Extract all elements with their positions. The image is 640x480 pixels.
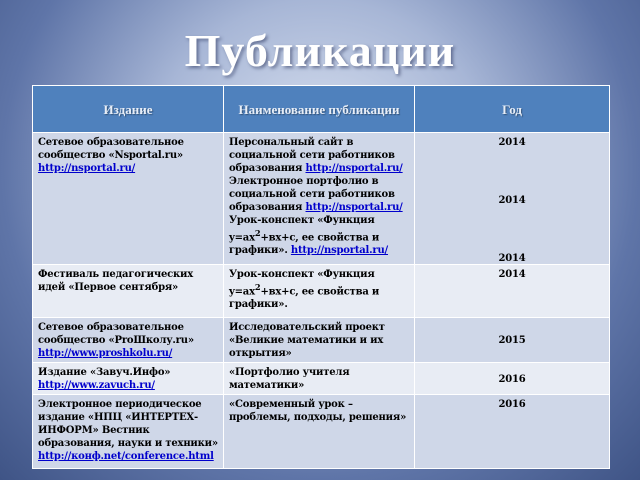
- year-cell: [415, 265, 610, 318]
- year-cell: [415, 395, 610, 469]
- publication-text: Электронное портфолио в социальной сети работников образования: [229, 176, 395, 213]
- edition-cell: [33, 318, 224, 363]
- publications-table: [32, 85, 610, 469]
- publication-text: «Портфолио учителя математики»: [229, 367, 350, 391]
- table-row: [33, 265, 610, 318]
- edition-link[interactable]: http://nsportal.ru/: [38, 163, 136, 174]
- publication-text: Исследовательский проект «Великие математики и их открытия»: [229, 322, 385, 359]
- superscript: 2: [254, 228, 261, 238]
- edition-text: Сетевое образовательное сообщество «Nsportal.ru»: [38, 137, 184, 161]
- publication-text: Персональный сайт в социальной сети работников образования: [229, 137, 395, 174]
- publication-link[interactable]: http://nsportal.ru/: [305, 202, 403, 213]
- publication-cell: [224, 265, 415, 318]
- table-row: [33, 318, 610, 363]
- slide-title: Публикации: [184, 25, 456, 76]
- year-value: 2014: [498, 253, 526, 264]
- publication-link[interactable]: http://nsportal.ru/: [290, 245, 389, 257]
- header-edition: Издание: [33, 86, 224, 133]
- header-publication: Наименование публикации: [224, 86, 415, 133]
- edition-cell: [33, 265, 224, 318]
- year-value: 2015: [498, 335, 526, 346]
- table-row: [33, 395, 610, 469]
- publication-link[interactable]: http://nsportal.ru/: [305, 163, 403, 174]
- table-row: [33, 133, 610, 265]
- year-value: 2014: [498, 195, 526, 206]
- edition-link[interactable]: http://конф.net/conference.html: [38, 451, 214, 462]
- edition-cell: [33, 363, 224, 395]
- publication-text: Урок-конспект «Функция y=ax: [229, 215, 375, 244]
- year-value: 2016: [498, 373, 526, 385]
- edition-link[interactable]: http://www.proshkolu.ru/: [38, 348, 173, 359]
- year-cell: [415, 133, 610, 265]
- edition-text: Издание «Завуч.Инфо»: [38, 367, 171, 378]
- publication-cell: [224, 318, 415, 363]
- year-value: 2016: [498, 399, 526, 410]
- publication-text: Урок-конспект «Функция y=ax: [229, 269, 375, 298]
- publication-cell: [224, 133, 415, 265]
- edition-text: Фестиваль педагогических идей «Первое сентября»: [38, 269, 194, 293]
- publication-text: +вх+с, ее свойства и графики».: [229, 286, 380, 311]
- edition-cell: [33, 395, 224, 469]
- edition-text: Сетевое образовательное сообщество «ProШколу.ru»: [38, 322, 194, 346]
- header-year: Год: [415, 86, 610, 133]
- publication-text: +вх+с, ее свойства и графики».: [229, 232, 380, 257]
- year-value: 2014: [498, 137, 526, 148]
- year-cell: [415, 363, 610, 395]
- year-value: 2014: [498, 269, 526, 280]
- year-cell: [415, 318, 610, 363]
- publication-cell: [224, 395, 415, 469]
- table-header-row: [33, 86, 610, 133]
- edition-link[interactable]: http://www.zavuch.ru/: [38, 380, 155, 391]
- edition-cell: [33, 133, 224, 265]
- table-row: [33, 363, 610, 395]
- superscript: 2: [254, 282, 261, 292]
- publication-cell: [224, 363, 415, 395]
- edition-text: Электронное периодическое издание «НПЦ «ИНТЕРТЕХ-ИНФОРМ» Вестник образования, науки и техники»: [38, 399, 218, 449]
- publication-text: «Современный урок – проблемы, подходы, решения»: [229, 399, 407, 423]
